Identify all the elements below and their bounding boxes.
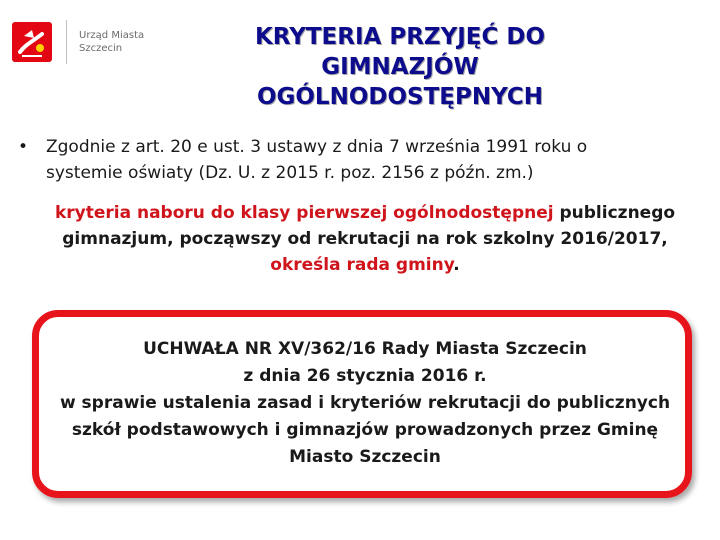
page-title xyxy=(200,22,600,112)
bullet-line-2: systemie oświaty (Dz. U. z 2015 r. poz. 2156 z późn. zm.) xyxy=(46,163,534,183)
bullet-text xyxy=(46,134,708,186)
criteria-period: . xyxy=(453,255,460,275)
resolution-text xyxy=(40,336,690,471)
logo-divider xyxy=(66,20,67,64)
bullet-line-1: Zgodnie z art. 20 e ust. 3 ustawy z dnia 7 września 1991 roku o xyxy=(46,137,588,157)
resolution-line-3: w sprawie ustalenia zasad i kryteriów rekrutacji do publicznych xyxy=(59,393,671,413)
criteria-line-2: gimnazjum, począwszy od rekrutacji na rok szkolny 2016/2017, xyxy=(62,229,668,249)
resolution-line-4: szkół podstawowych i gimnazjów prowadzonych przez Gminę xyxy=(71,420,659,440)
title-line-3: OGÓLNODOSTĘPNYCH xyxy=(256,84,544,110)
logo-line-2: Szczecin xyxy=(79,43,123,54)
logo-text xyxy=(79,29,144,55)
criteria-line-3 xyxy=(30,252,700,278)
criteria-paragraph xyxy=(30,200,700,278)
criteria-text: publicznego xyxy=(553,203,676,223)
title-line-1: KRYTERIA PRZYJĘĆ DO xyxy=(254,24,546,50)
criteria-red-text-2: określa rada gminy xyxy=(270,255,454,275)
resolution-line-5: Miasto Szczecin xyxy=(289,447,441,467)
bullet-icon: • xyxy=(18,137,29,157)
criteria-line-1 xyxy=(30,200,700,226)
city-logo xyxy=(12,20,144,64)
bullet-paragraph xyxy=(18,134,708,186)
criteria-red-text: kryteria naboru do klasy pierwszej ogólnodostępnej xyxy=(54,203,554,223)
title-line-2: GIMNAZJÓW xyxy=(321,54,479,80)
city-emblem-icon xyxy=(12,22,52,62)
resolution-line-2: z dnia 26 stycznia 2016 r. xyxy=(243,366,487,386)
logo-line-1: Urząd Miasta xyxy=(79,30,145,41)
resolution-line-1: UCHWAŁA NR XV/362/16 Rady Miasta Szczecin xyxy=(143,339,587,359)
